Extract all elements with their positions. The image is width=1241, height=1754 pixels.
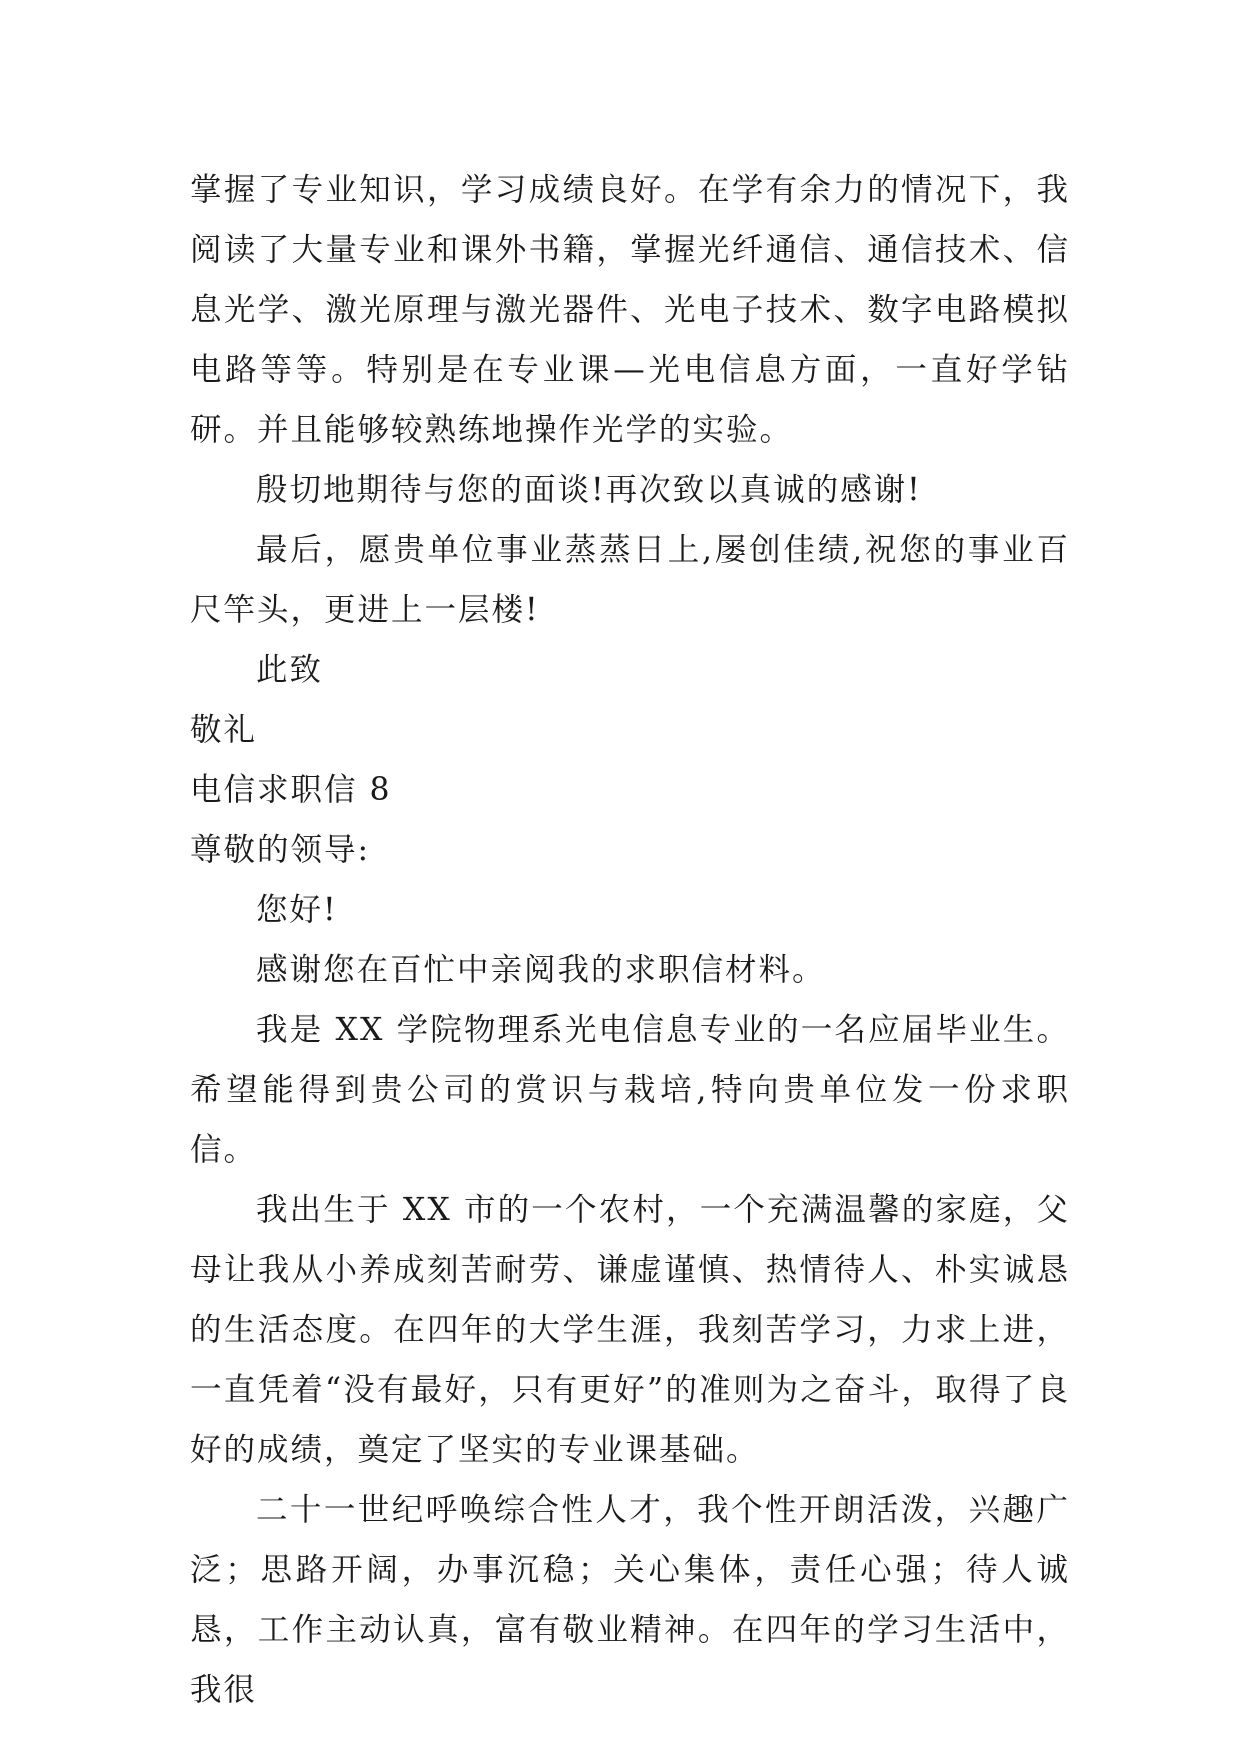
paragraph-closing-wishes: 最后，愿贵单位事业蒸蒸日上,屡创佳绩,祝您的事业百尺竿头，更进上一层楼! [190, 532, 1070, 628]
paragraph-background: 我出生于 XX 市的一个农村，一个充满温馨的家庭，父母让我从小养成刻苦耐劳、谦虚谨慎、热情待人、朴实诚恳的生活态度。在四年的大学生涯，我刻苦学习，力求上进，一直凭着“没有最好，只有更好”的准则为之奋斗，取得了良好的成绩，奠定了坚实的专业课基础。 [190, 1192, 1070, 1468]
greeting-hello: 您好! [256, 892, 338, 928]
paragraph-personality: 二十一世纪呼唤综合性人才，我个性开朗活泼，兴趣广泛；思路开阔，办事沉稳；关心集体，责任心强；待人诚恳，工作主动认真，富有敬业精神。在四年的学习生活中，我很 [190, 1492, 1070, 1708]
paragraph-intro: 我是 XX 学院物理系光电信息专业的一名应届毕业生。希望能得到贵公司的赏识与栽培,特向贵单位发一份求职信。 [190, 1012, 1070, 1168]
document-body [190, 160, 1070, 1720]
salutation-cizhi: 此致 [256, 652, 324, 688]
paragraph-closing-hope: 殷切地期待与您的面谈!再次致以真诚的感谢! [256, 472, 922, 508]
section-title: 电信求职信 8 [190, 772, 392, 808]
paragraph-thanks: 感谢您在百忙中亲阅我的求职信材料。 [256, 952, 826, 988]
salutation-jingli: 敬礼 [190, 712, 258, 748]
letter-greeting: 尊敬的领导: [190, 832, 371, 868]
paragraph-continuation: 掌握了专业知识，学习成绩良好。在学有余力的情况下，我阅读了大量专业和课外书籍，掌握光纤通信、通信技术、信息光学、激光原理与激光器件、光电子技术、数字电路模拟电路等等。特别是在专业课—光电信息方面，一直好学钻研。并且能够较熟练地操作光学的实验。 [190, 172, 1070, 448]
